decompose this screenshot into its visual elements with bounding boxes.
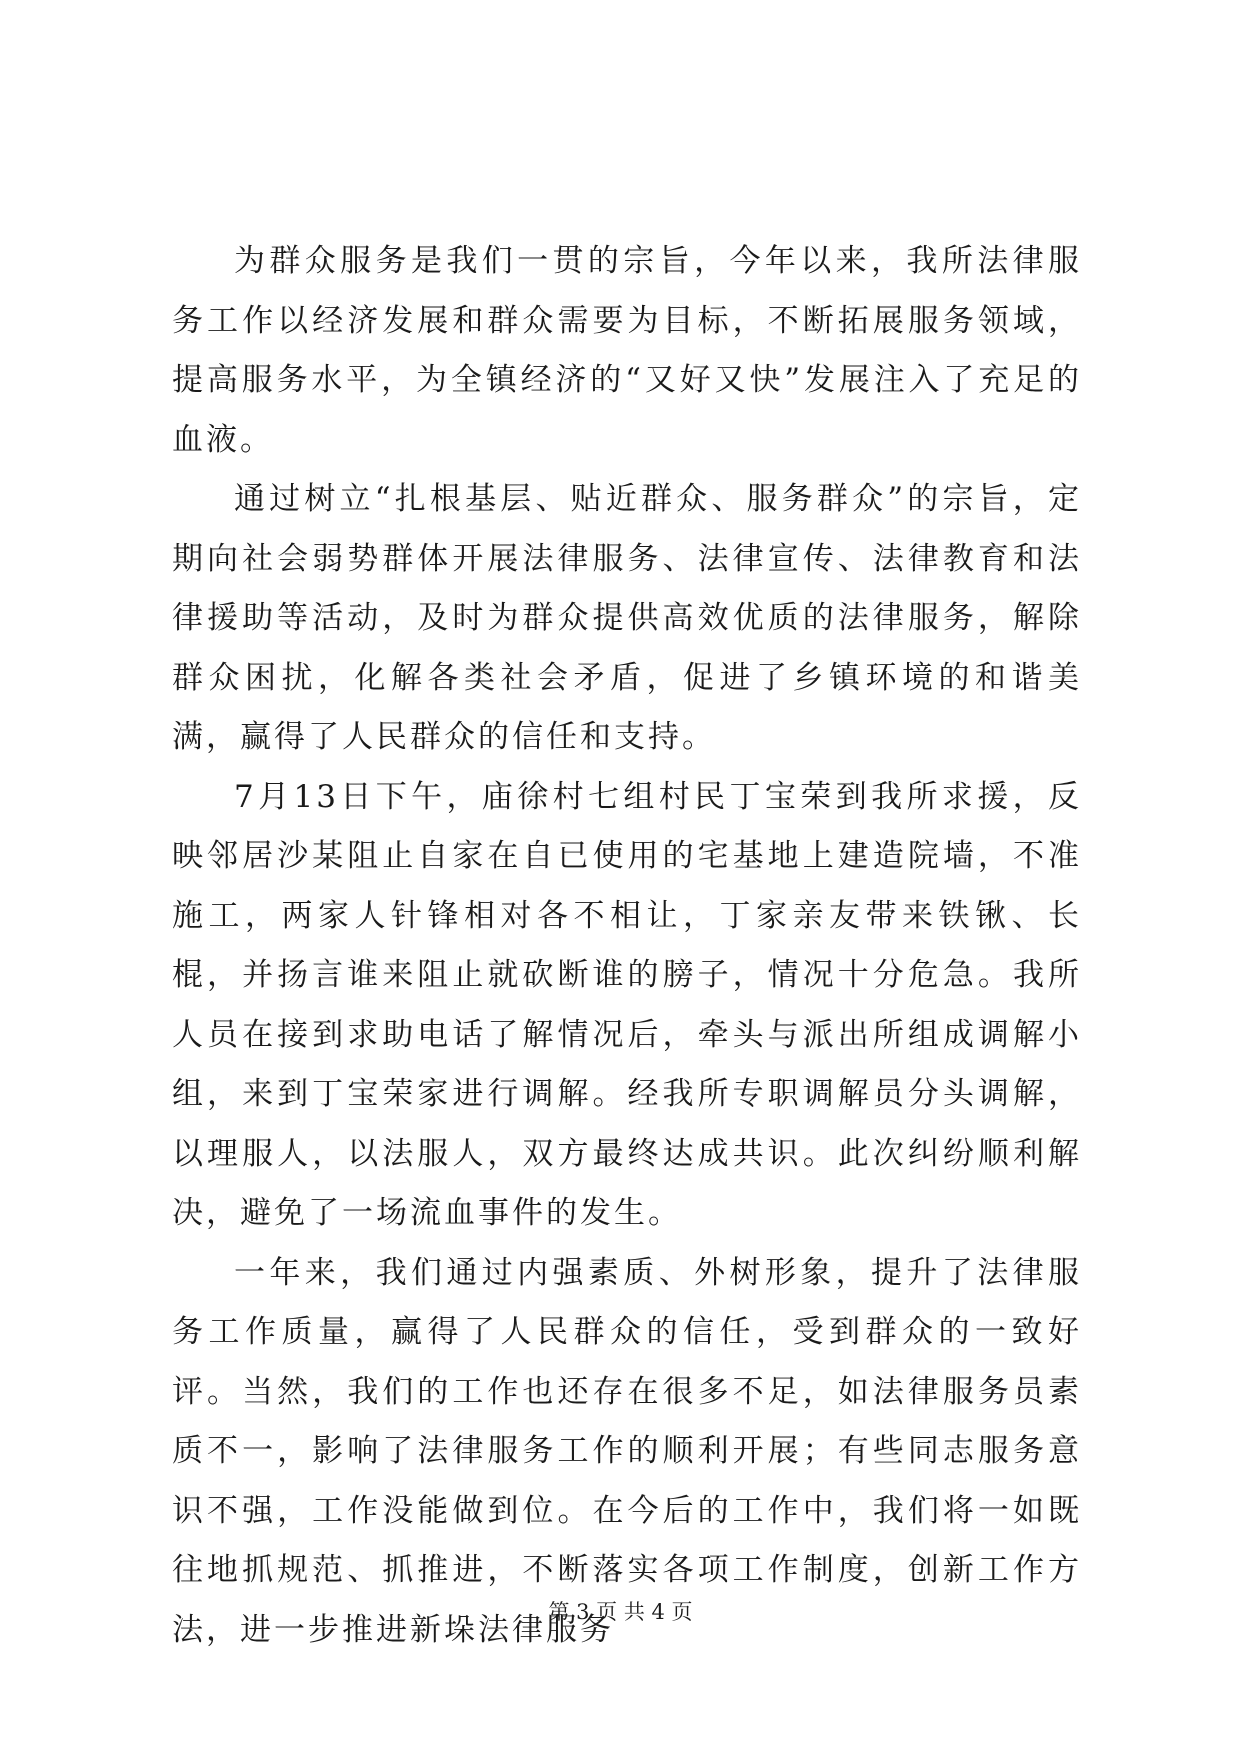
page-footer: 第 3 页 共 4 页: [548, 1600, 693, 1624]
document-body: [172, 232, 1082, 1660]
paragraph-4: 一年来，我们通过内强素质、外树形象，提升了法律服务工作质量，赢得了人民群众的信任，受到群众的一致好评。当然，我们的工作也还存在很多不足，如法律服务员素质不一，影响了法律服务工作的顺利开展；有些同志服务意识不强，工作没能做到位。在今后的工作中，我们将一如既往地抓规范、抓推进，不断落实各项工作制度，创新工作方法，进一步推进新垛法律服务: [172, 1254, 1082, 1648]
paragraph-3: 7月13日下午，庙徐村七组村民丁宝荣到我所求援，反映邻居沙某阻止自家在自已使用的宅基地上建造院墙，不准施工，两家人针锋相对各不相让，丁家亲友带来铁锹、长棍，并扬言谁来阻止就砍断谁的膀子，情况十分危急。我所人员在接到求助电话了解情况后，牵头与派出所组成调解小组，来到丁宝荣家进行调解。经我所专职调解员分头调解，以理服人，以法服人，双方最终达成共识。此次纠纷顺利解决，避免了一场流血事件的发生。: [172, 778, 1082, 1231]
paragraph-2: 通过树立“扎根基层、贴近群众、服务群众”的宗旨，定期向社会弱势群体开展法律服务、法律宣传、法律教育和法律援助等活动，及时为群众提供高效优质的法律服务，解除群众困扰，化解各类社会矛盾，促进了乡镇环境的和谐美满，赢得了人民群众的信任和支持。: [172, 481, 1082, 755]
paragraph-1: 为群众服务是我们一贯的宗旨，今年以来，我所法律服务工作以经济发展和群众需要为目标，不断拓展服务领域，提高服务水平，为全镇经济的“又好又快”发展注入了充足的血液。: [172, 243, 1082, 458]
